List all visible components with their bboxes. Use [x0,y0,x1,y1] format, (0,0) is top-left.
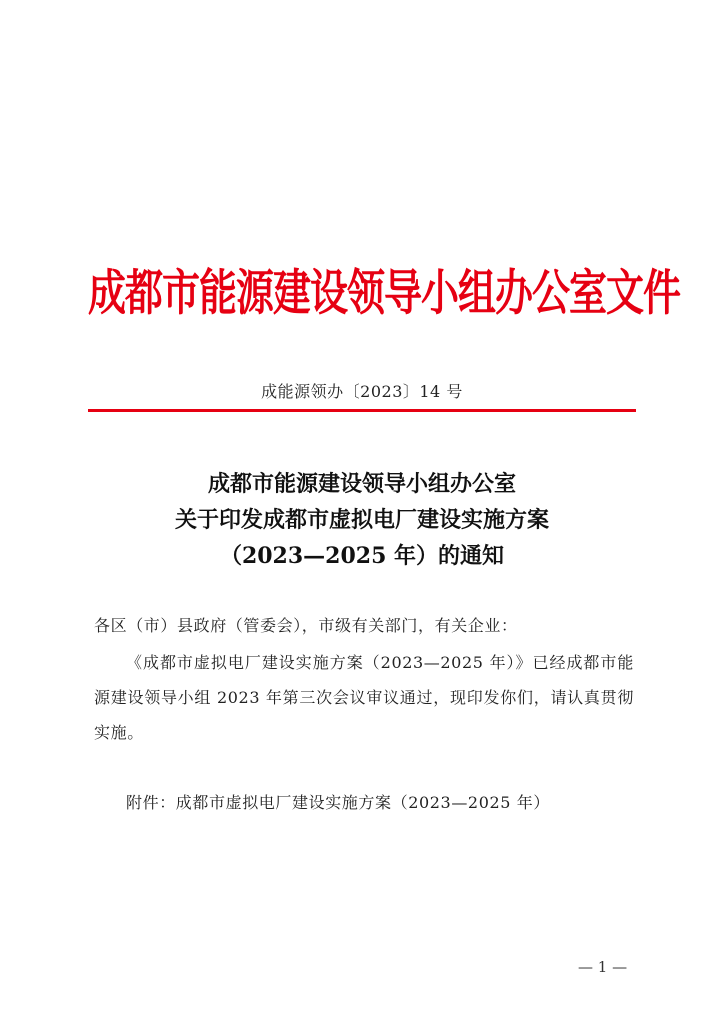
salutation: 各区（市）县政府（管委会），市级有关部门，有关企业： [94,616,518,635]
notice-title [60,466,664,574]
attachment-line: 附件：成都市虚拟电厂建设实施方案（2023—2025 年） [126,793,550,812]
page-number: — 1 — [578,958,628,976]
body-paragraph: 《成都市虚拟电厂建设实施方案（2023—2025 年）》已经成都市能源建设领导小组 2023 年第三次会议审议通过，现印发你们，请认真贯彻实施。 [94,653,634,742]
notice-title-line-3: （2023—2025 年）的通知 [219,543,505,569]
notice-title-line-1: 成都市能源建设领导小组办公室 [207,471,516,497]
masthead-title: 成都市能源建设领导小组办公室文件 [88,264,681,322]
document-number: 成能源领办〔2023〕14 号 [261,382,463,401]
notice-title-line-2: 关于印发成都市虚拟电厂建设实施方案 [174,507,549,533]
red-divider-rule [88,409,636,412]
